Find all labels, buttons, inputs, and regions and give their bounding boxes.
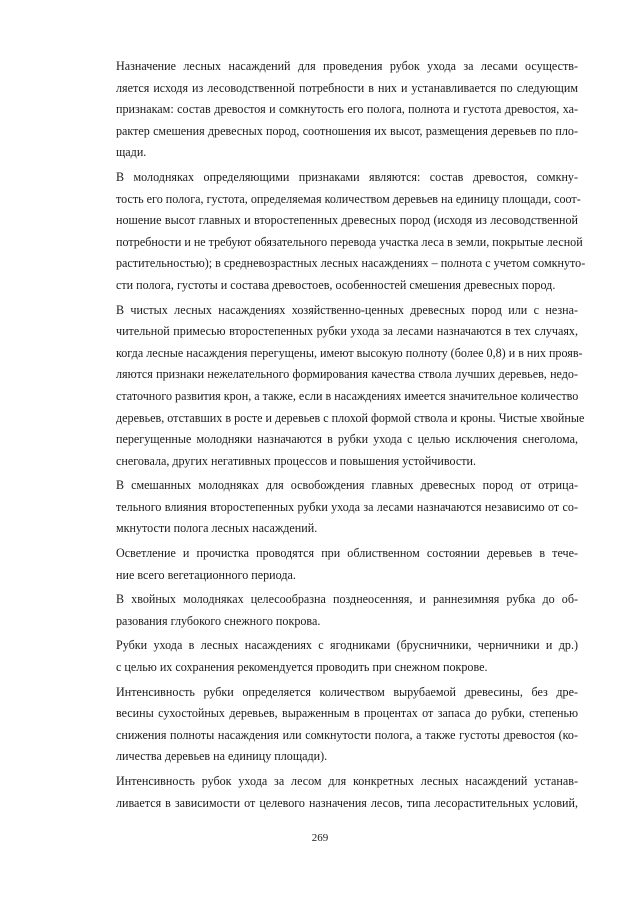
text-line: ношение высот главных и второстепенных древесных пород (исходя из лесоводственной — [116, 213, 578, 228]
text-line: В чистых лесных насаждениях хозяйственно-ценных древесных пород или с незна- — [116, 302, 578, 317]
text-line: Назначение лесных насаждений для проведения рубок ухода за лесами осуществ- — [116, 59, 578, 73]
paragraph — [76, 589, 578, 632]
text-line: щади. — [116, 145, 147, 160]
text-line: В молодняках определяющими признаками являются: состав древостоя, сомкну- — [116, 169, 578, 184]
text-line: разования глубокого снежного покрова. — [116, 613, 321, 628]
text-line: Рубки ухода в лесных насаждениях с ягодниками (брусничники, черничники и др.) — [116, 638, 578, 653]
text-line: деревьев, отставших в росте и деревьев с плохой формой ствола и кроны. Чистые хвойные — [116, 410, 585, 425]
text-line: тость его полога, густота, определяемая количеством деревьев на единицу площади, соот- — [116, 191, 581, 206]
text-line: растительностью); в средневозрастных лесных насаждениях – полнота с учетом сомкнуто- — [116, 256, 586, 271]
paragraph — [76, 56, 578, 164]
text-line: сти полога, густоты и состава древостоев, особенностей смешения древесных пород. — [116, 277, 556, 292]
text-line: весины сухостойных деревьев, выраженным в процентах от запаса до рубки, степенью — [116, 706, 578, 721]
paragraph — [76, 543, 578, 586]
page-number: 269 — [311, 832, 329, 844]
text-line: В хвойных молодняках целесообразна позднеосенняя, и раннезимняя рубка до об- — [116, 592, 578, 607]
text-line: когда лесные насаждения перегущены, имеют высокую полноту (более 0,8) и в них прояв- — [116, 345, 583, 360]
text-line: В смешанных молодняках для освобождения главных древесных пород от отрица- — [116, 478, 578, 493]
text-line: перегущенные молодняки назначаются в рубки ухода с целью исключения снеголома, — [116, 432, 578, 447]
text-line: ние всего вегетационного периода. — [116, 567, 296, 582]
text-line: чительной примесью второстепенных рубки ухода за лесами назначаются в тех случаях, — [116, 324, 578, 339]
text-line: с целью их сохранения рекомендуется проводить при снежном покрове. — [116, 660, 488, 675]
text-line: тельного влияния второстепенных рубки ухода за лесами назначаются независимо от со- — [116, 499, 578, 514]
text-line: ляются признаки нежелательного формирования качества ствола лучших деревьев, недо- — [116, 367, 578, 382]
text-line: ляется исходя из лесоводственной потребности в них и устанавливается по следующим — [116, 80, 578, 95]
paragraph — [76, 682, 578, 768]
text-line: рактер смешения древесных пород, соотношения их высот, размещения деревьев по пло- — [116, 123, 578, 138]
text-line: ливается в зависимости от целевого назначения лесов, типа лесорастительных условий, — [116, 795, 578, 810]
text-line: Осветление и прочистка проводятся при облиственном состоянии деревьев в тече- — [116, 546, 578, 561]
paragraph — [76, 771, 578, 814]
text-line: мкнутости полога лесных насаждений. — [116, 521, 318, 536]
text-line: потребности и не требуют обязательного перевода участка леса в земли, покрытые лесной — [116, 234, 583, 249]
paragraph — [76, 635, 578, 678]
text-line: снижения полноты насаждения или сомкнутости полога, а также густоты древостоя (ко- — [116, 727, 578, 742]
text-line: Интенсивность рубок ухода за лесом для конкретных лесных насаждений устанав- — [116, 774, 578, 788]
text-line: статочного развития крон, а также, если в насаждениях имеется значительное количество — [116, 388, 579, 403]
text-line: личества деревьев на единицу площади). — [116, 749, 328, 764]
paragraph — [76, 167, 586, 297]
text-line: признакам: состав древостоя и сомкнутость его полога, полнота и густота древостоя, ха- — [116, 102, 578, 117]
paragraph — [76, 475, 578, 540]
paragraph — [76, 300, 585, 473]
text-line: снеговала, других негативных процессов и повышения устойчивости. — [116, 453, 476, 468]
text-line: Интенсивность рубки определяется количеством вырубаемой древесины, без дре- — [116, 684, 578, 699]
document-body — [76, 56, 586, 814]
